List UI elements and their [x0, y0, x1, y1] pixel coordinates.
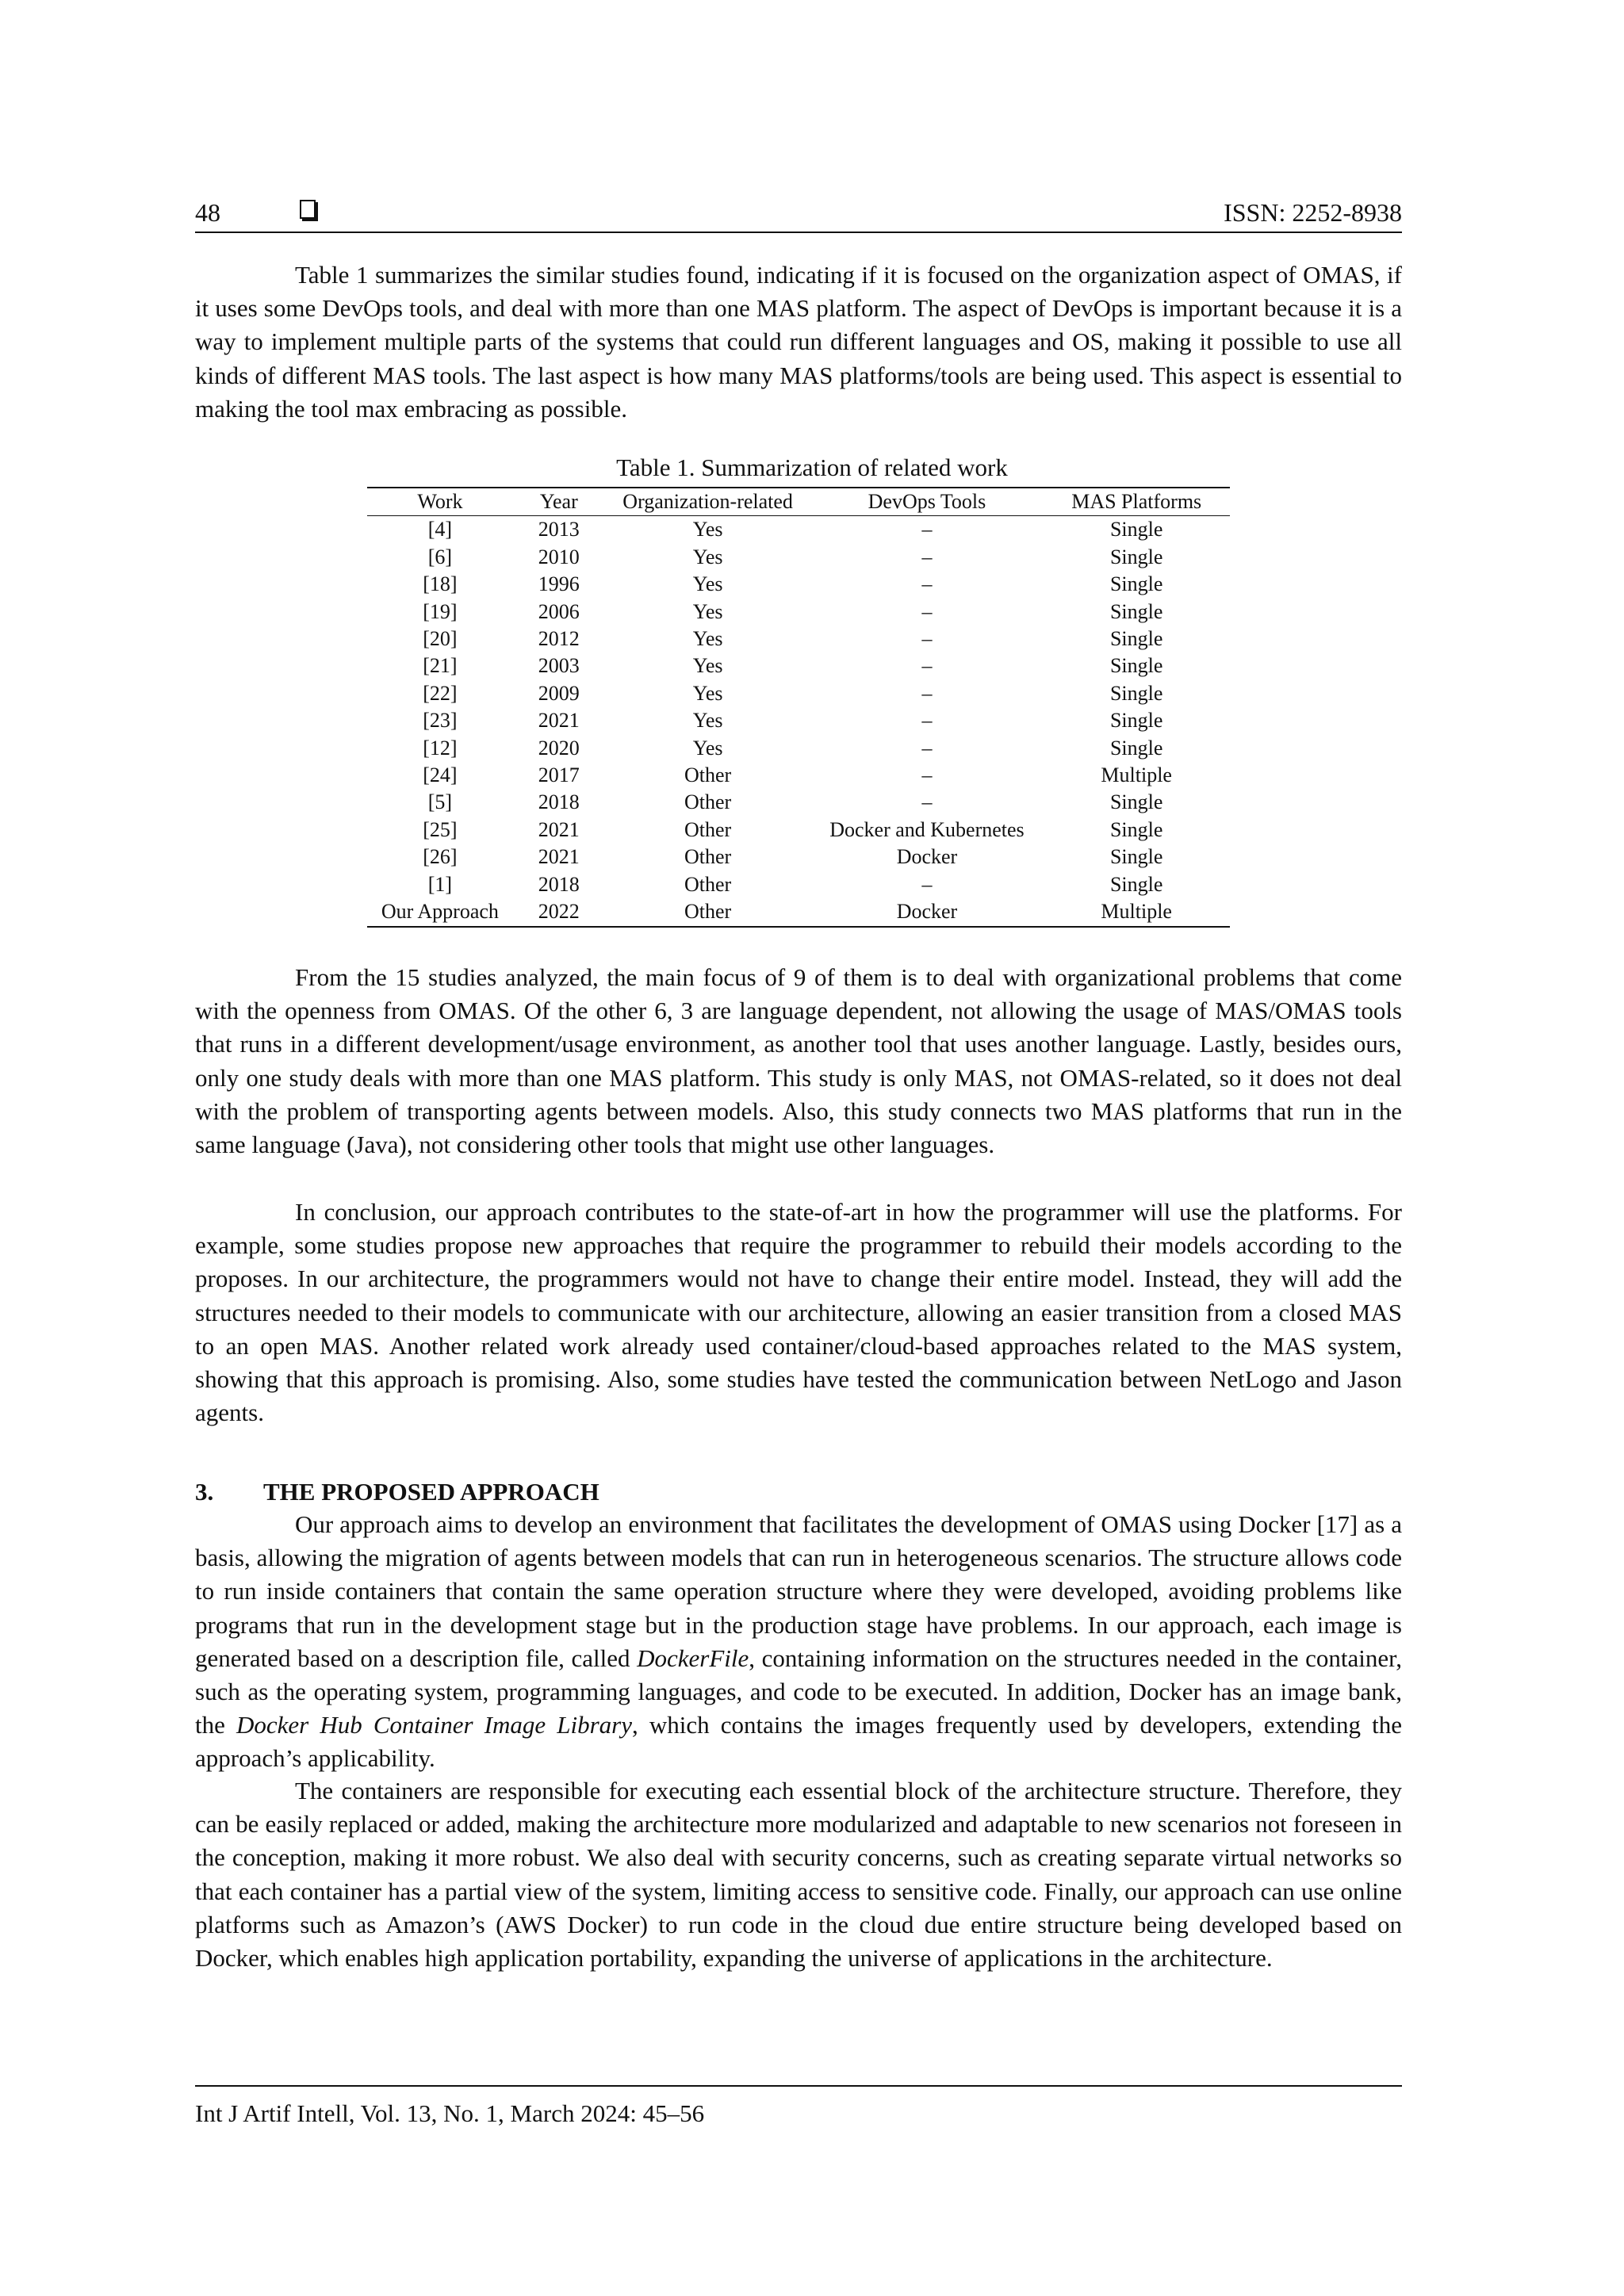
table-cell: 2020	[538, 736, 580, 760]
table-cell: –	[921, 709, 933, 733]
dockerfile-term: DockerFile	[637, 1644, 749, 1672]
table-cell: Single	[1109, 872, 1163, 896]
table-row	[367, 817, 1230, 844]
table-cell: Other	[684, 790, 732, 814]
table-row	[367, 735, 1230, 762]
table-cell: [18]	[423, 572, 458, 596]
table-cell: –	[921, 545, 933, 568]
table-row	[367, 789, 1230, 816]
column-header: Organization-related	[605, 488, 811, 516]
table-cell: –	[921, 790, 933, 814]
table-cell: [1]	[427, 872, 453, 896]
journal-citation: Int J Artif Intell, Vol. 13, No. 1, March 2024: 45–56	[195, 2099, 705, 2127]
table-cell: –	[921, 681, 933, 705]
docker-hub-term: Docker Hub Container Image Library	[236, 1711, 633, 1739]
table-cell: 2013	[538, 518, 580, 541]
table-cell: Yes	[692, 736, 723, 760]
table-cell: 2009	[538, 681, 580, 705]
column-header: Work	[367, 488, 513, 516]
table-cell: [26]	[423, 845, 458, 869]
table-cell: Multiple	[1101, 763, 1172, 787]
table-header-row	[367, 488, 1230, 516]
table-cell: [6]	[427, 545, 453, 568]
table-cell: Yes	[692, 572, 723, 596]
table-cell: –	[921, 763, 933, 787]
table-cell: [19]	[423, 599, 458, 623]
table-cell: Other	[684, 845, 732, 869]
table-cell: –	[921, 654, 933, 678]
table-cell: Single	[1109, 709, 1163, 733]
table-cell: –	[921, 627, 933, 651]
table-cell: [23]	[423, 709, 458, 733]
table-cell: Single	[1109, 845, 1163, 869]
column-header: Year	[513, 488, 605, 516]
table-cell: [12]	[423, 736, 458, 760]
table-row	[367, 652, 1230, 679]
table-cell: Single	[1109, 518, 1163, 541]
table-cell: 2017	[538, 763, 580, 787]
approach-paragraph	[195, 1508, 1402, 1776]
table-body	[367, 516, 1230, 927]
table-row	[367, 599, 1230, 626]
table-cell: 2018	[538, 872, 580, 896]
table-cell: Single	[1109, 681, 1163, 705]
table-cell: [24]	[423, 763, 458, 787]
table-cell: 2021	[538, 817, 580, 841]
section-title: THE PROPOSED APPROACH	[263, 1478, 599, 1506]
table-cell: –	[921, 572, 933, 596]
section-number: 3.	[195, 1478, 214, 1506]
table-row	[367, 544, 1230, 571]
table-row	[367, 571, 1230, 598]
table-cell: [21]	[423, 654, 458, 678]
table-row	[367, 516, 1230, 544]
table-cell: Yes	[692, 545, 723, 568]
table-cell: Single	[1109, 736, 1163, 760]
table-cell: 2006	[538, 599, 580, 623]
table-cell: Yes	[692, 654, 723, 678]
table-cell: Yes	[692, 709, 723, 733]
table-cell: –	[921, 872, 933, 896]
table-cell: Docker and Kubernetes	[829, 817, 1025, 841]
table-cell: 2021	[538, 845, 580, 869]
table-cell: 2003	[538, 654, 580, 678]
table-row	[367, 871, 1230, 898]
table-cell: [4]	[427, 518, 453, 541]
section-heading	[195, 1476, 599, 1508]
approach-text: , which contains the images frequently used by developers, extending the approach’s applicability.	[195, 1711, 1403, 1773]
conclusion-paragraph: In conclusion, our approach contributes to the state-of-art in how the programmer will use the platforms. For example, some studies propose new approaches that require the programmer to rebuild their models according to the proposes. In our architecture, the programmers would not have to change their entire model. Instead, they will add the structures needed to their models to communicate with our architecture, allowing an easier transition from a closed MAS to an open MAS. Another related work already used container/cloud-based approaches related to the MAS system, showing that this approach is promising. Also, some studies have tested the communication between NetLogo and Jason agents.	[195, 1198, 1402, 1427]
table-cell: 2018	[538, 790, 580, 814]
table-cell: Docker	[811, 898, 1044, 926]
table-cell: 2022	[513, 898, 605, 926]
table-cell: [25]	[423, 817, 458, 841]
table-cell: Single	[1109, 599, 1163, 623]
table-cell: Single	[1109, 817, 1163, 841]
table-row	[367, 707, 1230, 734]
page-header	[195, 193, 1402, 233]
table-cell: Single	[1109, 654, 1163, 678]
column-header: DevOps Tools	[811, 488, 1044, 516]
table-cell: Other	[684, 763, 732, 787]
table-cell: Single	[1109, 545, 1163, 568]
table-row	[367, 844, 1230, 871]
table-cell: Single	[1109, 627, 1163, 651]
table-cell: [5]	[427, 790, 453, 814]
table-cell: –	[921, 518, 933, 541]
page-footer	[195, 2085, 1402, 2130]
issn-label: ISSN: 2252-8938	[1224, 198, 1402, 227]
table-cell: Other	[684, 817, 732, 841]
table-cell: 2010	[538, 545, 580, 568]
table-cell: Our Approach	[367, 898, 513, 926]
table-cell: Yes	[692, 518, 723, 541]
table-row	[367, 762, 1230, 789]
table-cell: 2021	[538, 709, 580, 733]
table-cell: 1996	[538, 572, 580, 596]
table-cell: Multiple	[1043, 898, 1230, 926]
table-cell: –	[921, 736, 933, 760]
table-cell: [20]	[423, 627, 458, 651]
table-cell: –	[921, 599, 933, 623]
containers-paragraph: The containers are responsible for executing each essential block of the architecture structure. Therefore, they can be easily replaced or added, making the architecture more modularized and adaptable to new scenarios not foreseen in the conception, making it more robust. We also deal with security concerns, such as creating separate virtual networks so that each container has a partial view of the system, limiting access to sensitive code. Finally, our approach can use online platforms such as Amazon’s (AWS Docker) to run code in the cloud due entire structure being developed based on Docker, which enables high application portability, expanding the universe of applications in the architecture.	[195, 1777, 1402, 1973]
column-header: MAS Platforms	[1043, 488, 1230, 516]
table-cell: Yes	[692, 681, 723, 705]
table-cell: [22]	[423, 681, 458, 705]
table-cell: 2012	[538, 627, 580, 651]
table-cell: Other	[684, 872, 732, 896]
table-cell: Yes	[692, 599, 723, 623]
table-cell: Single	[1109, 790, 1163, 814]
square-icon	[300, 200, 316, 219]
intro-paragraph: Table 1 summarizes the similar studies found, indicating if it is focused on the organization aspect of OMAS, if it uses some DevOps tools, and deal with more than one MAS platform. The aspect of DevOps is important because it is a way to implement multiple parts of the systems that could run different languages and OS, making it possible to use all kinds of different MAS tools. The last aspect is how many MAS platforms/tools are being used. This aspect is essential to making the tool max embracing as possible.	[195, 261, 1402, 423]
related-work-table	[367, 487, 1230, 928]
approach-text: Our approach aims to develop an environment that facilitates the development of OMAS using Docker [17] as a basis, allowing the migration of agents between models that can run in heterogeneous scenarios. The structure allows code to run inside containers that contain the same operation structure where they were developed, avoiding problems like programs that run in the development stage but in the production stage have problems. In our approach, each image is generated based on a description file, called	[195, 1510, 1402, 1672]
table-cell: Docker	[896, 845, 958, 869]
table-row	[367, 626, 1230, 652]
page-number: 48	[195, 198, 220, 227]
table-row	[367, 898, 1230, 926]
table-caption: Table 1. Summarization of related work	[616, 453, 1008, 481]
analysis-paragraph: From the 15 studies analyzed, the main focus of 9 of them is to deal with organizational problems that come with the openness from OMAS. Of the other 6, 3 are language dependent, not allowing the usage of MAS/OMAS tools that runs in a different development/usage environment, as another tool that uses another language. Lastly, besides ours, only one study deals with more than one MAS platform. This study is only MAS, not OMAS-related, so it does not deal with the problem of transporting agents between models. Also, this study connects two MAS platforms that run in the same language (Java), not considering other tools that might use other languages.	[195, 963, 1402, 1159]
table-cell: Other	[605, 898, 811, 926]
table-row	[367, 680, 1230, 707]
table-cell: Single	[1109, 572, 1163, 596]
table-cell: Yes	[692, 627, 723, 651]
approach-text: , containing information on the structures needed in the container, such as the operating system, programming languages, and code to be executed. In addition, Docker has an image bank, the	[195, 1644, 1403, 1739]
